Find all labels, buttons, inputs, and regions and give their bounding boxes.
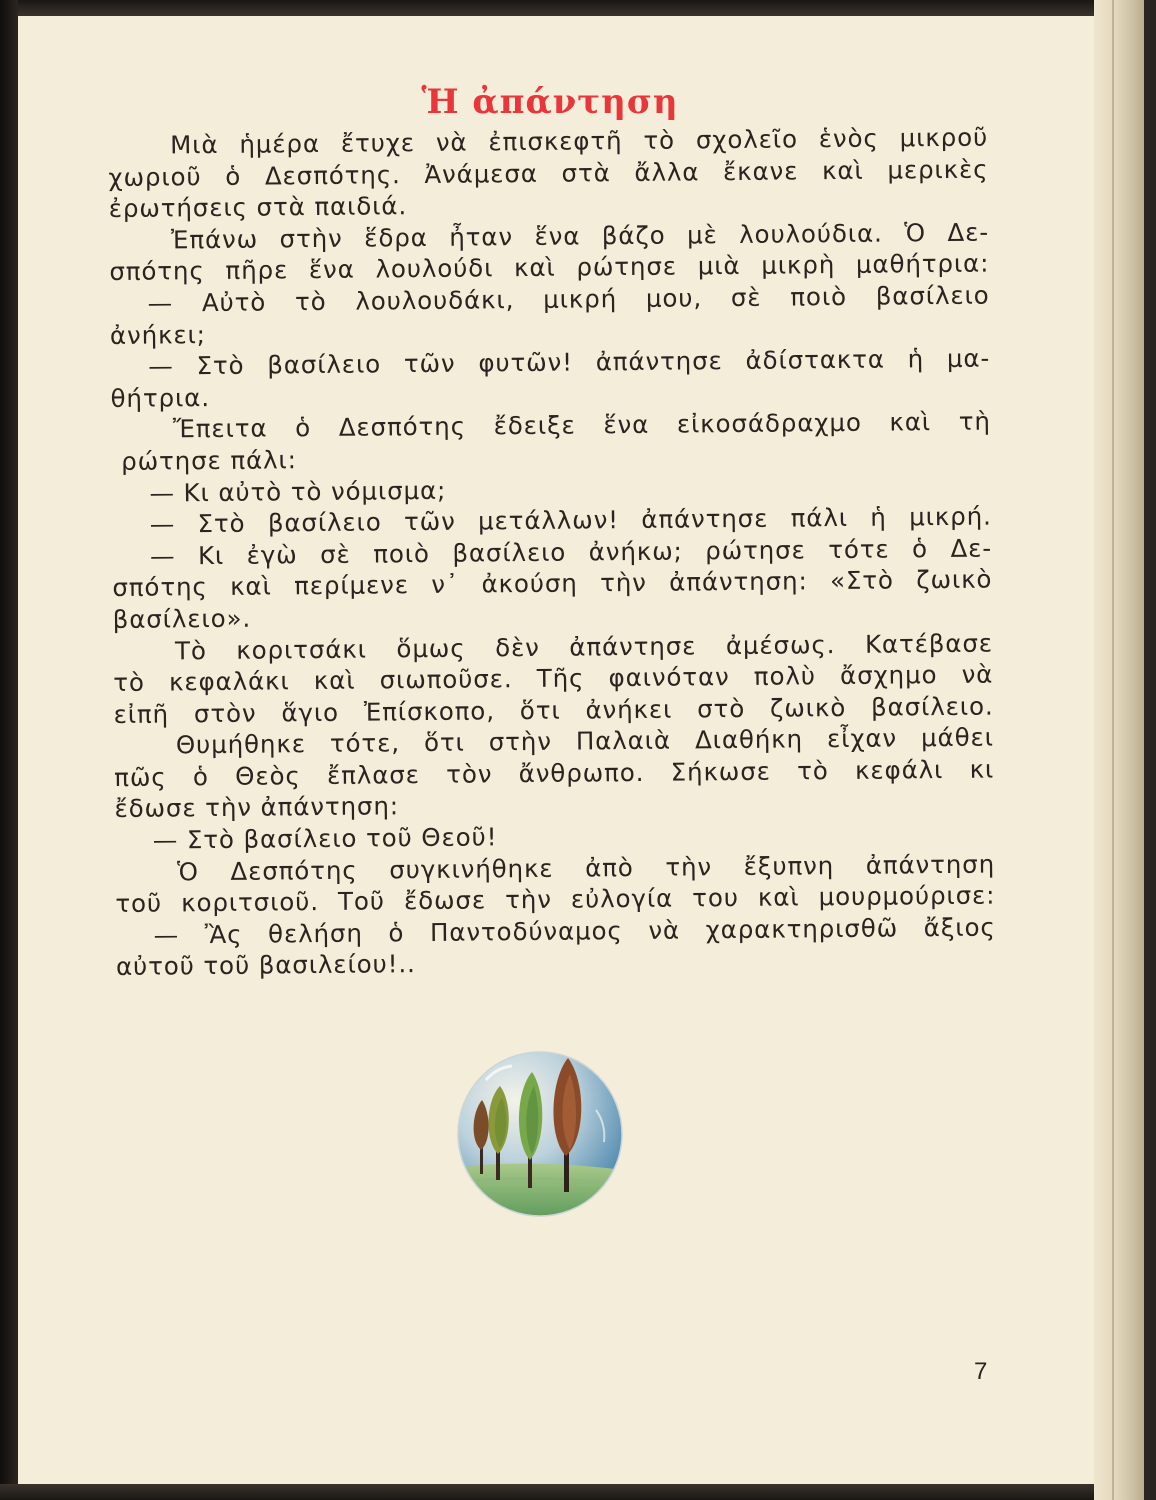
text-line: σπότης πῆρε ἕνα λουλούδι καὶ ρώτησε μιὰ μικρὴ μαθήτρια: <box>109 248 990 287</box>
text-line: ἔδωσε τὴν ἀπάντηση: <box>114 791 400 824</box>
text-line: τὸ κεφαλάκι καὶ σιωποῦσε. Τῆς φαινόταν πολὺ ἄσχημο νὰ <box>113 659 994 698</box>
text-line: — Στὸ βασίλειο τοῦ Θεοῦ! <box>152 822 498 855</box>
text-line: Ὁ Δεσπότης συγκινήθηκε ἀπὸ τὴν ἔξυπνη ἀπάντηση <box>176 849 996 887</box>
text-line: ἐρωτήσεις στὰ παιδιά. <box>108 191 408 224</box>
page-edge-curl <box>1094 0 1156 1500</box>
text-line: — Στὸ βασίλειο τῶν φυτῶν! ἀπάντησε ἀδίστακτα ἡ μα- <box>148 343 991 381</box>
text-line: ἀνήκει; <box>109 319 206 350</box>
text-line: εἰπῆ στὸν ἅγιο Ἐπίσκοπο, ὅτι ἀνήκει στὸ ζωικὸ βασίλειο. <box>113 691 994 729</box>
text-line: Τὸ κοριτσάκι ὅμως δὲν ἀπάντησε ἀμέσως. Κατέβασε <box>174 628 994 665</box>
text-line: βασίλειο». <box>112 603 252 634</box>
text-line: — Αὐτὸ τὸ λουλουδάκι, μικρή μου, σὲ ποιὸ βασίλειο <box>147 280 990 318</box>
text-line: ρώτησε πάλι: <box>121 445 297 476</box>
text-line: — Ἂς θελήση ὁ Παντοδύναμος νὰ χαρακτηρισθῶ ἄξιος <box>153 912 996 950</box>
text-line: τοῦ κοριτσιοῦ. Τοῦ ἔδωσε τὴν εὐλογία του καὶ μουρμούρισε: <box>115 880 996 919</box>
text-line: σπότης καὶ περίμενε ν᾿ ἀκούση τὴν ἀπάντηση: «Στὸ ζωικὸ <box>112 564 993 603</box>
scan-border-bottom <box>0 1484 1156 1500</box>
text-line: Θυμήθηκε τότε, ὅτι στὴν Παλαιὰ Διαθήκη εἶχαν μάθει <box>175 722 995 760</box>
page-title: Ἡ ἀπάντηση <box>421 82 679 122</box>
page-number: 7 <box>974 1358 988 1385</box>
text-line: Ἔπειτα ὁ Δεσπότης ἔδειξε ἕνα εἰκοσάδραχμο καὶ τὴ <box>172 406 991 444</box>
scan-border-top <box>0 0 1156 16</box>
text-line: — Κι ἐγὼ σὲ ποιὸ βασίλειο ἀνήκω; ρώτησε τότε ὁ Δε- <box>149 533 993 571</box>
text-line: πῶς ὁ Θεὸς ἔπλασε τὸν ἄνθρωπο. Σήκωσε τὸ κεφάλι κι <box>114 754 995 792</box>
text-line: Μιὰ ἡμέρα ἔτυχε νὰ ἐπισκεφτῆ τὸ σχολεῖο ἑνὸς μικροῦ <box>170 122 989 160</box>
text-line: χωριοῦ ὁ Δεσπότης. Ἀνάμεσα στὰ ἄλλα ἔκανε καὶ μερικὲς <box>108 154 989 192</box>
trees-in-circle-icon <box>456 1050 624 1218</box>
scan-border-left <box>0 0 18 1500</box>
text-line: αὐτοῦ τοῦ βασιλείου!.. <box>115 949 416 982</box>
text-line: θήτρια. <box>110 382 211 413</box>
story-text <box>108 122 996 983</box>
text-line: Ἐπάνω στὴν ἕδρα ἦταν ἕνα βάζο μὲ λουλούδια. Ὁ Δε- <box>170 217 990 255</box>
text-line: — Στὸ βασίλειο τῶν μετάλλων! ἀπάντησε πάλι ἡ μικρή. <box>149 501 992 539</box>
text-line: — Κι αὐτὸ τὸ νόμισμα; <box>149 475 447 508</box>
